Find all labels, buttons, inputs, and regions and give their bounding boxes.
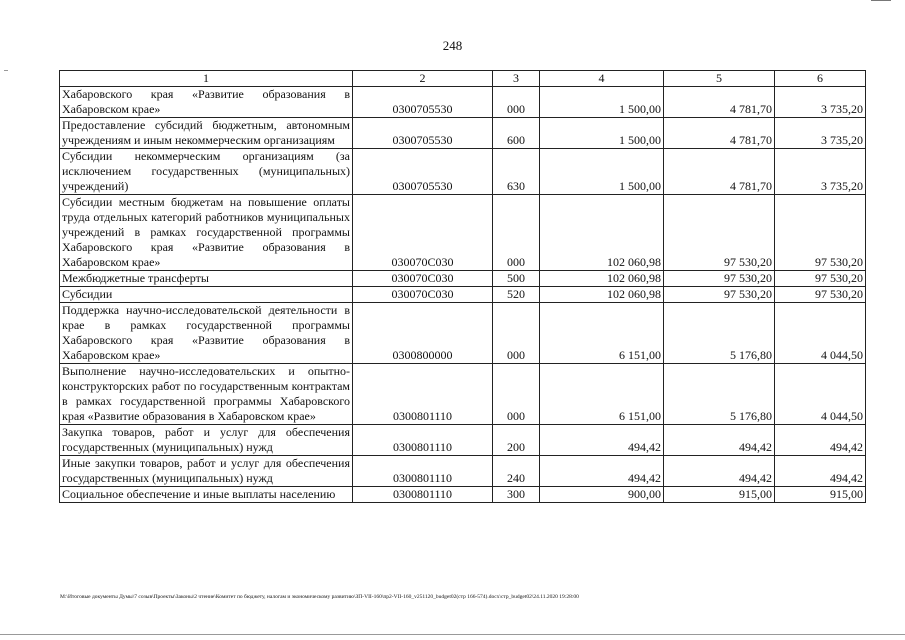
table-row <box>60 456 866 487</box>
header-cell-5: 5 <box>664 71 775 87</box>
row-type: 600 <box>493 118 540 149</box>
row-type: 630 <box>493 149 540 195</box>
table-row <box>60 303 866 364</box>
document-file-path: M:\Итоговые документы Думы\7 созыв\Проекты\Законы\2 чтение\Комитет по бюджету, налогам и экономическому развитию\ЗП-VII-160\пр2-VII-160_v251120_budget02(стр 166-574).docx\стр_budget02\24.11.2020 19:28:00 <box>60 594 579 600</box>
row-type: 000 <box>493 87 540 118</box>
row-value-3: 494,42 <box>775 425 866 456</box>
row-value-2: 494,42 <box>664 456 775 487</box>
row-code: 0300705530 <box>353 118 493 149</box>
row-code: 0300801110 <box>353 456 493 487</box>
row-value-1: 494,42 <box>540 456 664 487</box>
row-name: Иные закупки товаров, работ и услуг для обеспечения государственных (муниципальных) нужд <box>60 456 353 487</box>
row-name: Межбюджетные трансферты <box>60 271 353 287</box>
row-name: Хабаровского края «Развитие образования в Хабаровском крае» <box>60 87 353 118</box>
row-value-1: 102 060,98 <box>540 271 664 287</box>
table-row <box>60 271 866 287</box>
budget-table-body <box>60 71 866 503</box>
budget-table <box>59 70 866 503</box>
row-value-3: 97 530,20 <box>775 271 866 287</box>
table-row <box>60 87 866 118</box>
row-value-1: 6 151,00 <box>540 364 664 425</box>
table-row <box>60 425 866 456</box>
row-value-3: 494,42 <box>775 456 866 487</box>
row-value-2: 4 781,70 <box>664 87 775 118</box>
row-code: 0300801110 <box>353 487 493 503</box>
row-code: 0300705530 <box>353 149 493 195</box>
row-value-1: 102 060,98 <box>540 287 664 303</box>
header-cell-6: 6 <box>775 71 866 87</box>
row-type: 300 <box>493 487 540 503</box>
row-value-3: 4 044,50 <box>775 303 866 364</box>
row-value-2: 97 530,20 <box>664 195 775 271</box>
row-value-1: 494,42 <box>540 425 664 456</box>
row-value-2: 97 530,20 <box>664 271 775 287</box>
row-code: 030070С030 <box>353 195 493 271</box>
table-header-row <box>60 71 866 87</box>
row-name: Выполнение научно-исследовательских и опытно-конструкторских работ по государственным контрактам в рамках государственной программы Хабаровского края «Развитие образования в Хабаровском крае» <box>60 364 353 425</box>
row-code: 0300705530 <box>353 87 493 118</box>
corner-scan-mark <box>871 0 891 1</box>
row-type: 520 <box>493 287 540 303</box>
row-code: 0300800000 <box>353 303 493 364</box>
table-row <box>60 364 866 425</box>
row-code: 0300801110 <box>353 425 493 456</box>
row-value-1: 900,00 <box>540 487 664 503</box>
row-name: Предоставление субсидий бюджетным, автономным учреждениям и иным некоммерческим организациям <box>60 118 353 149</box>
side-scan-mark <box>4 70 8 71</box>
row-name: Социальное обеспечение и иные выплаты населению <box>60 487 353 503</box>
row-value-3: 4 044,50 <box>775 364 866 425</box>
row-value-2: 4 781,70 <box>664 118 775 149</box>
header-cell-1: 1 <box>60 71 353 87</box>
row-value-1: 6 151,00 <box>540 303 664 364</box>
row-type: 000 <box>493 195 540 271</box>
row-type: 200 <box>493 425 540 456</box>
row-name: Поддержка научно-исследовательской деятельности в крае в рамках государственной программы Хабаровского края «Развитие образования в Хабаровском крае» <box>60 303 353 364</box>
row-value-3: 3 735,20 <box>775 87 866 118</box>
page-bottom-divider <box>0 634 905 635</box>
row-value-1: 1 500,00 <box>540 118 664 149</box>
row-value-2: 4 781,70 <box>664 149 775 195</box>
row-type: 500 <box>493 271 540 287</box>
row-type: 240 <box>493 456 540 487</box>
row-value-3: 3 735,20 <box>775 118 866 149</box>
row-code: 0300801110 <box>353 364 493 425</box>
row-value-2: 494,42 <box>664 425 775 456</box>
row-value-3: 97 530,20 <box>775 195 866 271</box>
row-value-1: 1 500,00 <box>540 149 664 195</box>
row-value-3: 97 530,20 <box>775 287 866 303</box>
row-value-1: 1 500,00 <box>540 87 664 118</box>
header-cell-2: 2 <box>353 71 493 87</box>
table-row <box>60 195 866 271</box>
header-cell-3: 3 <box>493 71 540 87</box>
table-row <box>60 149 866 195</box>
header-cell-4: 4 <box>540 71 664 87</box>
row-type: 000 <box>493 303 540 364</box>
row-value-2: 97 530,20 <box>664 287 775 303</box>
row-name: Субсидии местным бюджетам на повышение оплаты труда отдельных категорий работников муниципальных учреждений в рамках государственной программы Хабаровского края «Развитие образования в Хабаровском крае» <box>60 195 353 271</box>
row-value-3: 915,00 <box>775 487 866 503</box>
row-value-2: 915,00 <box>664 487 775 503</box>
page-number: 248 <box>442 38 463 53</box>
row-value-2: 5 176,80 <box>664 303 775 364</box>
row-type: 000 <box>493 364 540 425</box>
row-name: Субсидии <box>60 287 353 303</box>
row-name: Субсидии некоммерческим организациям (за исключением государственных (муниципальных) учреждений) <box>60 149 353 195</box>
row-value-1: 102 060,98 <box>540 195 664 271</box>
row-value-2: 5 176,80 <box>664 364 775 425</box>
row-value-3: 3 735,20 <box>775 149 866 195</box>
row-code: 030070С030 <box>353 287 493 303</box>
table-row <box>60 487 866 503</box>
table-row <box>60 287 866 303</box>
row-code: 030070С030 <box>353 271 493 287</box>
row-name: Закупка товаров, работ и услуг для обеспечения государственных (муниципальных) нужд <box>60 425 353 456</box>
table-row <box>60 118 866 149</box>
